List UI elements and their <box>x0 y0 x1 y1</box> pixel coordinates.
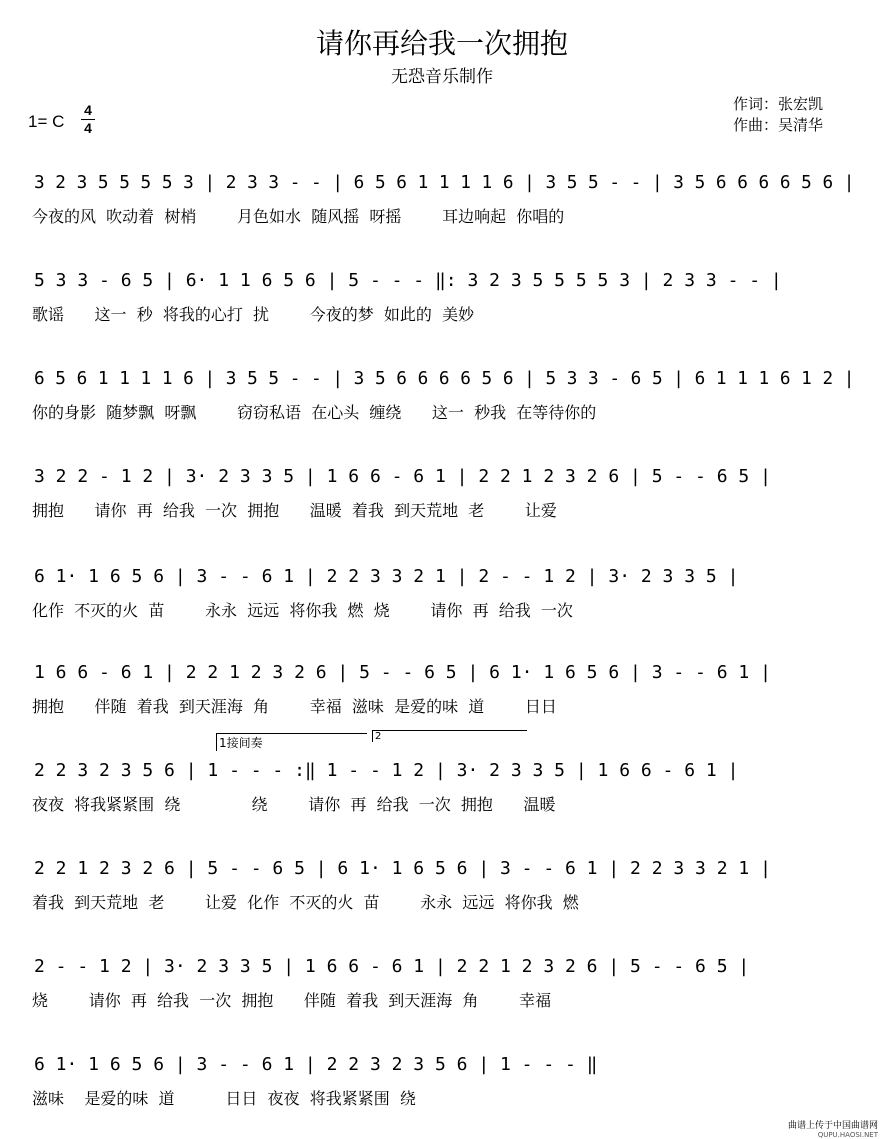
score-line <box>0 368 884 448</box>
watermark-url: QUPU.HAOSI.NET <box>817 1131 878 1139</box>
time-signature-top: 4 <box>84 102 92 118</box>
notation: 3 2 3 5 5 5 5 3 | 2 3 3 - - | 6 5 6 1 1 1 1 6 | 3 5 5 - - | 3 5 6 6 6 6 5 6 | <box>34 172 855 193</box>
score-line <box>0 956 884 1036</box>
score-line <box>0 1054 884 1134</box>
composer-credit: 作曲：吴清华 <box>733 116 824 134</box>
time-signature-bottom: 4 <box>84 120 92 136</box>
notation: 6 1· 1 6 5 6 | 3 - - 6 1 | 2 2 3 3 2 1 | 2 - - 1 2 | 3· 2 3 3 5 | <box>34 566 739 587</box>
score-line <box>0 566 884 646</box>
lyricist-credit: 作词：张宏凯 <box>733 95 824 113</box>
lyrics: 拥抱 伴随 着我 到天涯海 角 幸福 滋味 是爱的味 道 日日 <box>32 697 557 716</box>
volta-first-ending: 1接间奏 <box>216 733 367 751</box>
notation: 3 2 2 - 1 2 | 3· 2 3 3 5 | 1 6 6 - 6 1 | 2 2 1 2 3 2 6 | 5 - - 6 5 | <box>34 466 771 487</box>
credits <box>733 94 823 136</box>
score-line <box>0 270 884 350</box>
lyrics: 今夜的风 吹动着 树梢 月色如水 随风摇 呀摇 耳边响起 你唱的 <box>32 207 565 226</box>
key-signature: 1= C <box>28 112 65 131</box>
lyrics: 你的身影 随梦飘 呀飘 窃窃私语 在心头 缠绕 这一 秒我 在等待你的 <box>32 403 597 422</box>
notation: 2 - - 1 2 | 3· 2 3 3 5 | 1 6 6 - 6 1 | 2 2 1 2 3 2 6 | 5 - - 6 5 | <box>34 956 750 977</box>
watermark-text: 曲谱上传于中国曲谱网 <box>787 1121 878 1131</box>
volta-second-ending: 2 <box>372 730 527 742</box>
lyrics: 烧 请你 再 给我 一次 拥抱 伴随 着我 到天涯海 角 幸福 <box>32 991 552 1010</box>
notation: 1 6 6 - 6 1 | 2 2 1 2 3 2 6 | 5 - - 6 5 | 6 1· 1 6 5 6 | 3 - - 6 1 | <box>34 662 771 683</box>
score-line <box>0 760 884 840</box>
notation: 2 2 1 2 3 2 6 | 5 - - 6 5 | 6 1· 1 6 5 6 | 3 - - 6 1 | 2 2 3 3 2 1 | <box>34 858 771 879</box>
score-line <box>0 858 884 938</box>
score-line <box>0 172 884 252</box>
lyrics: 滋味 是爱的味 道 日日 夜夜 将我紧紧围 绕 <box>32 1089 416 1108</box>
lyrics: 化作 不灭的火 苗 永永 远远 将你我 燃 烧 请你 再 给我 一次 <box>32 601 573 620</box>
score-line <box>0 466 884 546</box>
time-signature <box>80 102 96 137</box>
song-title: 请你再给我一次拥抱 <box>315 27 568 60</box>
notation: 2 2 3 2 3 5 6 | 1 - - - :‖ 1 - - 1 2 | 3· 2 3 3 5 | 1 6 6 - 6 1 | <box>34 760 739 781</box>
notation: 5 3 3 - 6 5 | 6· 1 1 6 5 6 | 5 - - - ‖: 3 2 3 5 5 5 5 3 | 2 3 3 - - | <box>34 270 782 291</box>
lyrics: 歌谣 这一 秒 将我的心打 扰 今夜的梦 如此的 美妙 <box>32 305 475 324</box>
lyrics: 拥抱 请你 再 给我 一次 拥抱 温暖 着我 到天荒地 老 让爱 <box>32 501 557 520</box>
song-subtitle: 无恐音乐制作 <box>391 67 493 87</box>
notation: 6 1· 1 6 5 6 | 3 - - 6 1 | 2 2 3 2 3 5 6 | 1 - - - ‖ <box>34 1054 598 1075</box>
lyrics: 着我 到天荒地 老 让爱 化作 不灭的火 苗 永永 远远 将你我 燃 <box>32 893 579 912</box>
notation: 6 5 6 1 1 1 1 6 | 3 5 5 - - | 3 5 6 6 6 6 5 6 | 5 3 3 - 6 5 | 6 1 1 1 6 1 2 | <box>34 368 855 389</box>
lyrics: 夜夜 将我紧紧围 绕 绕 请你 再 给我 一次 拥抱 温暖 <box>32 795 556 814</box>
